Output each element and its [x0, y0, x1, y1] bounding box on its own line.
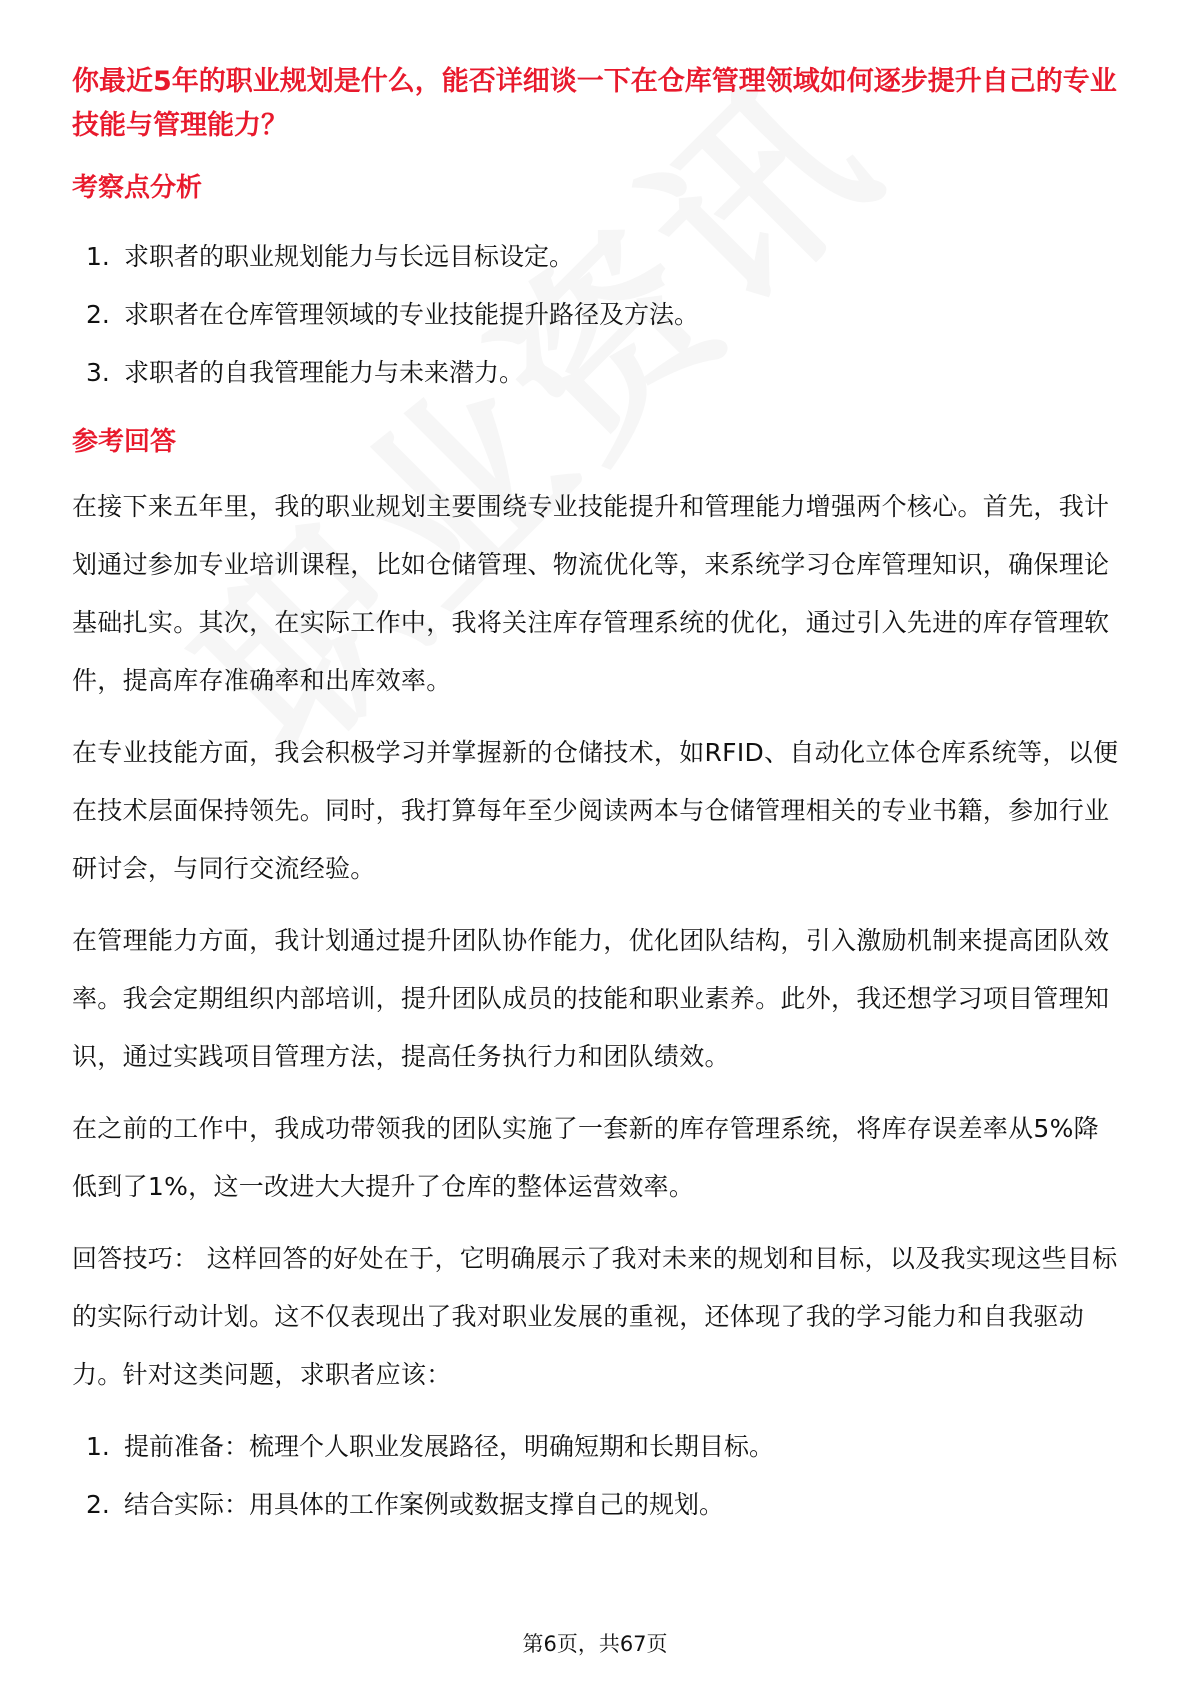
list-number: 2. [86, 300, 110, 329]
question-heading: 你最近5年的职业规划是什么，能否详细谈一下在仓库管理领域如何逐步提升自己的专业技能与管理能力？ [72, 66, 1117, 141]
analysis-list [72, 228, 1122, 402]
list-text: 求职者在仓库管理领域的专业技能提升路径及方法。 [124, 300, 700, 329]
list-number: 1. [86, 1432, 110, 1461]
answer-paragraph: 在之前的工作中，我成功带领我的团队实施了一套新的库存管理系统，将库存误差率从5%降低到了1%，这一改进大大提升了仓库的整体运营效率。 [72, 1114, 1099, 1201]
list-text: 结合实际：用具体的工作案例或数据支撑自己的规划。 [124, 1490, 725, 1519]
list-text: 求职者的职业规划能力与长远目标设定。 [124, 242, 575, 271]
list-number: 1. [86, 242, 110, 271]
page-footer: 第6页，共67页 [522, 1632, 668, 1656]
list-item [72, 1418, 1122, 1476]
list-number: 2. [86, 1490, 110, 1519]
list-item [72, 228, 1122, 286]
answer-tips-paragraph: 回答技巧： 这样回答的好处在于，它明确展示了我对未来的规划和目标，以及我实现这些目标的实际行动计划。这不仅表现出了我对职业发展的重视，还体现了我的学习能力和自我驱动力。针对这类问题，求职者应该： [72, 1244, 1118, 1389]
list-item [72, 1476, 1122, 1534]
answer-paragraph: 在管理能力方面，我计划通过提升团队协作能力，优化团队结构，引入激励机制来提高团队效率。我会定期组织内部培训，提升团队成员的技能和职业素养。此外，我还想学习项目管理知识，通过实践项目管理方法，提高任务执行力和团队绩效。 [72, 926, 1110, 1071]
answer-title: 参考回答 [72, 427, 177, 457]
list-text: 求职者的自我管理能力与未来潜力。 [124, 358, 525, 387]
list-text: 提前准备：梳理个人职业发展路径，明确短期和长期目标。 [124, 1432, 775, 1461]
tips-list [72, 1418, 1122, 1534]
document-body [72, 60, 1122, 1534]
answer-paragraph: 在接下来五年里，我的职业规划主要围绕专业技能提升和管理能力增强两个核心。首先，我计划通过参加专业培训课程，比如仓储管理、物流优化等，来系统学习仓库管理知识，确保理论基础扎实。其次，在实际工作中，我将关注库存管理系统的优化，通过引入先进的库存管理软件，提高库存准确率和出库效率。 [72, 492, 1110, 695]
list-item [72, 344, 1122, 402]
list-item [72, 286, 1122, 344]
analysis-title: 考察点分析 [72, 173, 203, 203]
list-number: 3. [86, 358, 110, 387]
answer-paragraph: 在专业技能方面，我会积极学习并掌握新的仓储技术，如RFID、自动化立体仓库系统等，以便在技术层面保持领先。同时，我打算每年至少阅读两本与仓储管理相关的专业书籍，参加行业研讨会，与同行交流经验。 [72, 738, 1119, 883]
